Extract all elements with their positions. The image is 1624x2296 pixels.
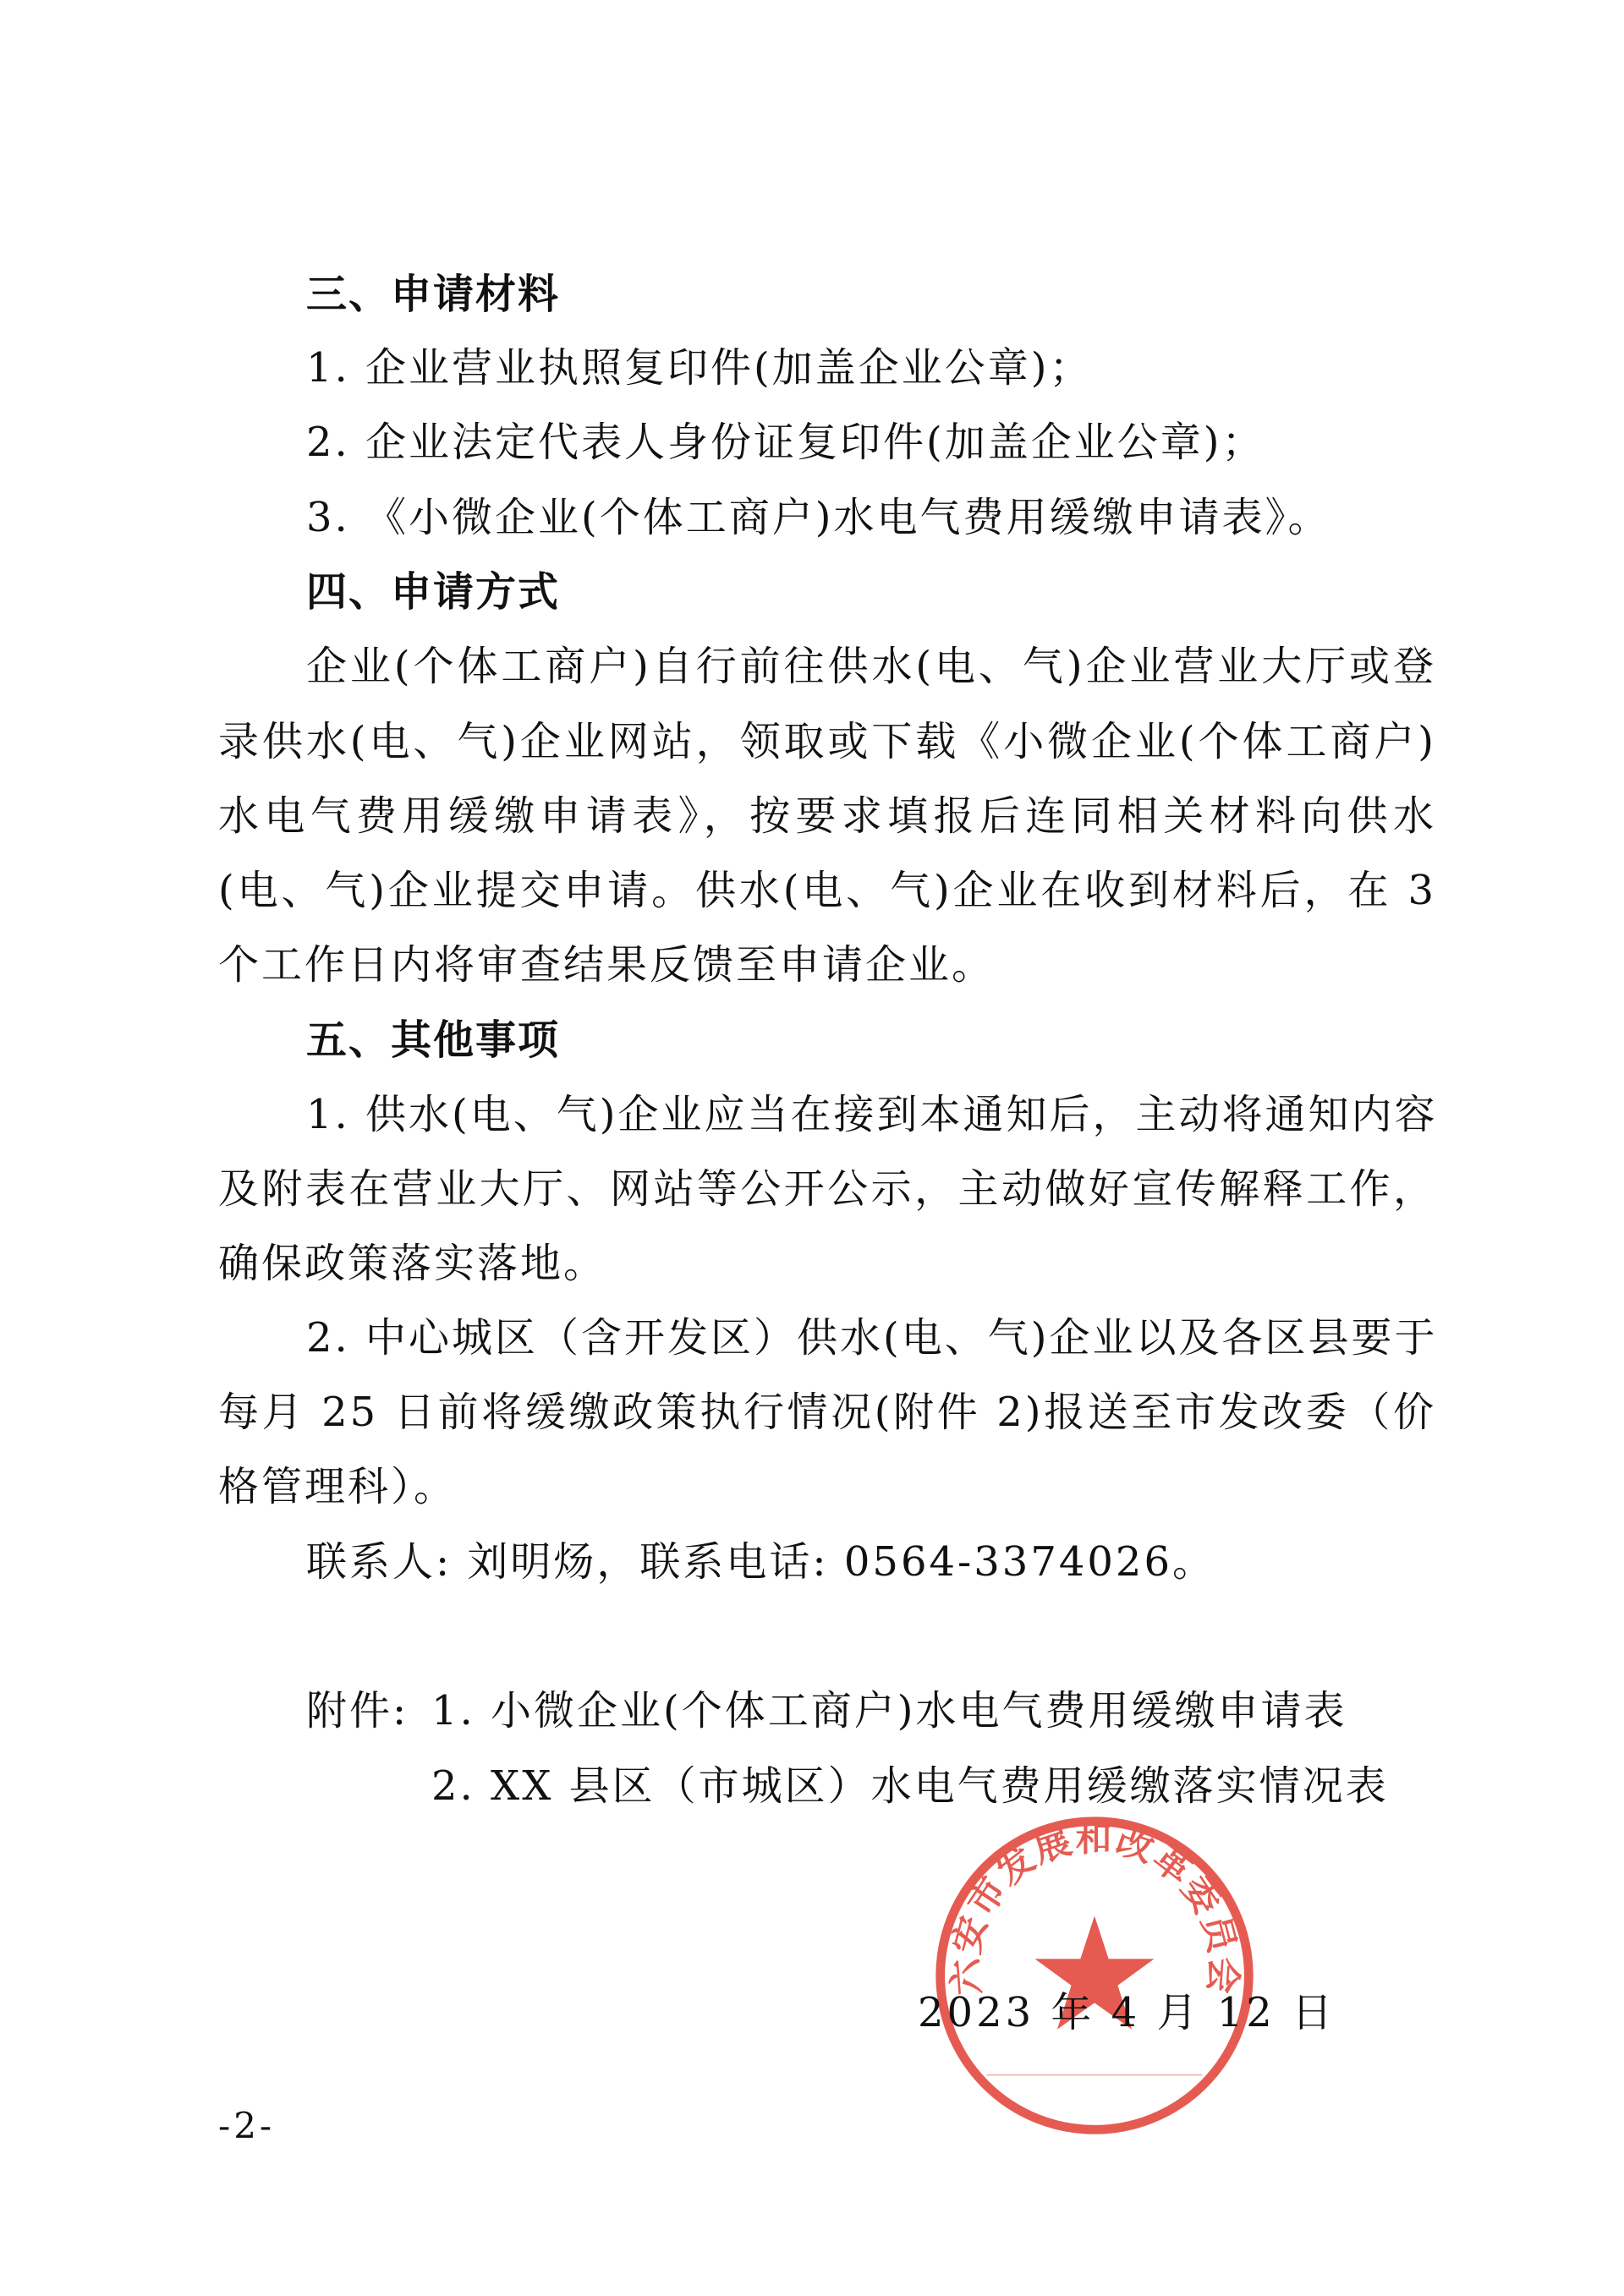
section-4-line-4: (电、气)企业提交申请。供水(电、气)企业在收到材料后，在 3: [218, 867, 1436, 914]
section-3-item-3: 3. 《小微企业(个体工商户)水电气费用缓缴申请表》。: [306, 494, 1331, 541]
section-5-item-1-line-3: 确保政策落实落地。: [218, 1240, 607, 1287]
seal-text: 六安市发展和改革委员会: [944, 1817, 1245, 1997]
attachments-label: 附件:: [306, 1687, 409, 1734]
section-3-heading: 三、申请材料: [306, 271, 561, 318]
section-4-line-3: 水电气费用缓缴申请表》，按要求填报后连同相关材料向供水: [218, 792, 1436, 840]
section-3-item-2: 2. 企业法定代表人身份证复印件(加盖企业公章)；: [306, 419, 1265, 466]
section-4-line-1: 企业(个体工商户)自行前往供水(电、气)企业营业大厅或登: [306, 643, 1436, 690]
section-5-item-1-line-2: 及附表在营业大厅、网站等公开公示，主动做好宣传解释工作，: [218, 1165, 1436, 1213]
section-3-item-1: 1. 企业营业执照复印件(加盖企业公章)；: [306, 344, 1093, 392]
section-5-item-1-line-1: 1. 供水(电、气)企业应当在接到本通知后，主动将通知内容: [306, 1091, 1438, 1138]
section-5-item-2-line-1: 2. 中心城区（含开发区）供水(电、气)企业以及各区县要于: [306, 1314, 1438, 1362]
section-4-heading: 四、申请方式: [306, 568, 561, 616]
official-seal: [929, 1810, 1260, 2141]
section-5-heading: 五、其他事项: [306, 1016, 561, 1064]
contact-line: 联系人: 刘明炀，联系电话: 0564-3374026。: [306, 1538, 1216, 1586]
section-4-line-5: 个工作日内将审查结果反馈至申请企业。: [218, 941, 996, 989]
page-number: -2-: [218, 2105, 276, 2146]
attachment-item-1: 1. 小微企业(个体工商户)水电气费用缓缴申请表: [431, 1687, 1347, 1734]
section-4-line-2: 录供水(电、气)企业网站，领取或下载《小微企业(个体工商户): [218, 718, 1436, 765]
section-5-item-2-line-2: 每月 25 日前将缓缴政策执行情况(附件 2)报送至市发改委（价: [218, 1389, 1436, 1436]
section-5-item-2-line-3: 格管理科）。: [218, 1463, 458, 1510]
attachment-item-2: 2. XX 县区（市城区）水电气费用缓缴落实情况表: [431, 1762, 1389, 1810]
document-date: 2023 年 4 月 12 日: [918, 1989, 1336, 2036]
